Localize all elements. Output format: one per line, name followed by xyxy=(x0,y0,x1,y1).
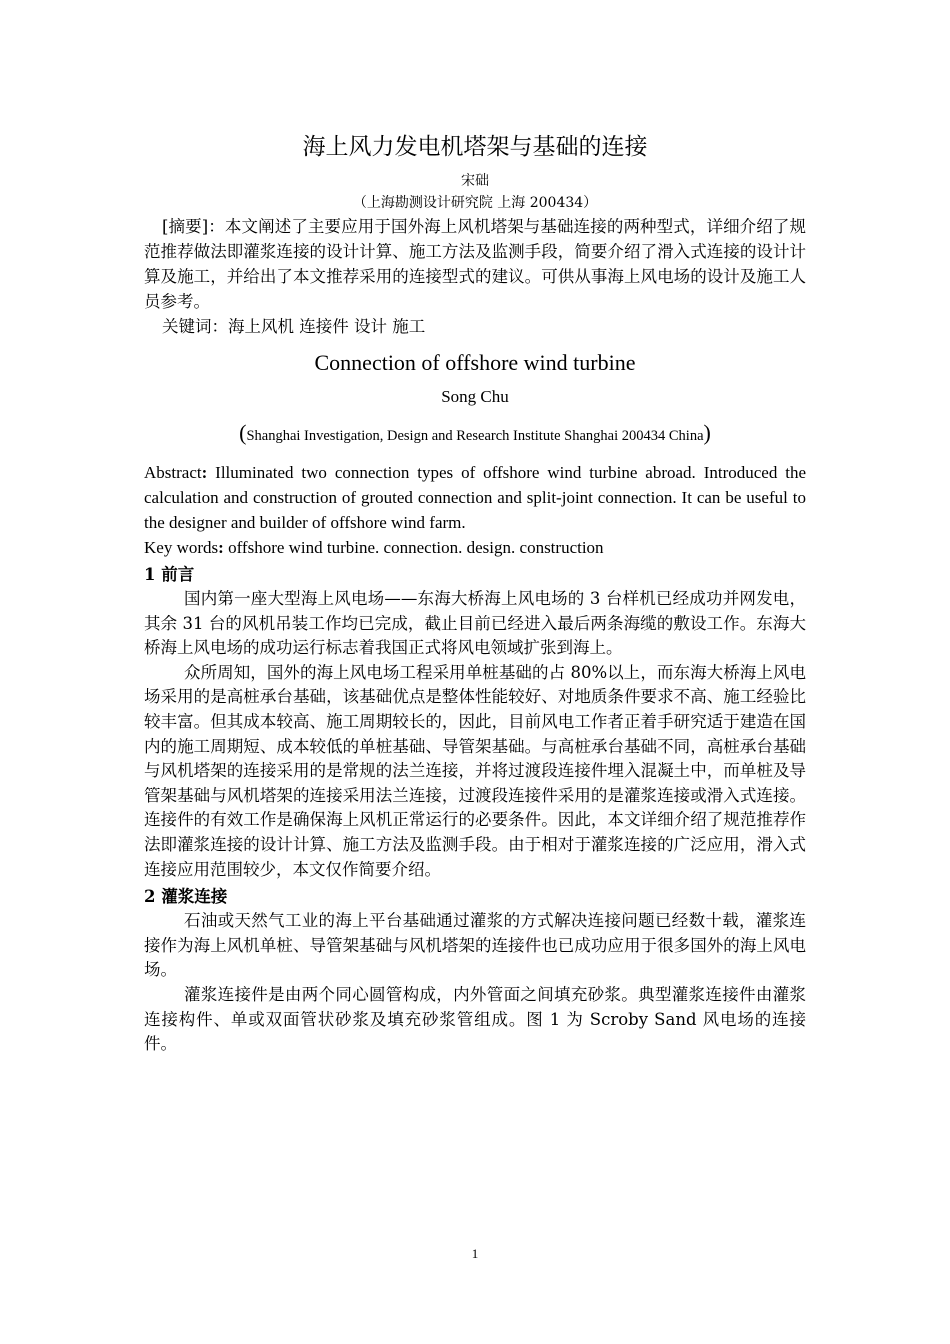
affiliation-text: Shanghai Investigation, Design and Research Institute Shanghai 200434 China xyxy=(246,428,704,444)
abstract-text: Illuminated two connection types of offshore wind turbine abroad. Introduced the calculation and construction of grouted connection and split-joint connection. It can be useful to the designer and builder of offshore wind farm. xyxy=(144,463,806,532)
chinese-author: 宋础 xyxy=(461,173,489,189)
english-keywords xyxy=(144,535,806,560)
chinese-keywords: 关键词：海上风机 连接件 设计 施工 xyxy=(162,317,426,336)
chinese-affiliation: （上海勘测设计研究院 上海 200434） xyxy=(352,195,598,211)
keywords-colon: : xyxy=(218,538,224,557)
document-page xyxy=(144,130,806,1057)
keywords-label: Key words xyxy=(144,538,219,557)
chinese-title: 海上风力发电机塔架与基础的连接 xyxy=(302,134,648,160)
body-paragraph: 石油或天然气工业的海上平台基础通过灌浆的方式解决连接问题已经数十载，灌浆连接作为海上风机单桩、导管架基础与风机塔架的连接件也已成功应用于很多国外的海上风电场。 xyxy=(144,911,806,980)
page-number: 1 xyxy=(471,1246,479,1261)
english-title: Connection of offshore wind turbine xyxy=(314,350,636,375)
body-paragraph: 国内第一座大型海上风电场——东海大桥海上风电场的 3 台样机已经成功并网发电，其余 31 台的风机吊装工作均已完成，截止目前已经进入最后两条海缆的敷设工作。东海大桥海上风电场的成功运行标志着我国正式将风电领域扩张到海上。 xyxy=(144,589,806,658)
abstract-colon: : xyxy=(201,463,208,482)
english-affiliation xyxy=(144,419,806,450)
body-paragraph: 众所周知，国外的海上风电场工程采用单桩基础的占 80%以上，而东海大桥海上风电场采用的是高桩承台基础，该基础优点是整体性能较好、对地质条件要求不高、施工经验比较丰富。但其成本较高、施工周期较长的，因此，目前风电工作者正着手研究适于建造在国内的施工周期短、成本较低的单桩基础、导管架基础。与高桩承台基础不同，高桩承台基础与风机塔架的连接采用的是常规的法兰连接，并将过渡段连接件埋入混凝土中，而单桩及导管架基础与风机塔架的连接采用法兰连接，过渡段连接件采用的是灌浆连接或滑入式连接。连接件的有效工作是确保海上风机正常运行的必要条件。因此，本文详细介绍了规范推荐作法即灌浆连接的设计计算、施工方法及监测手段。由于相对于灌浆连接的广泛应用，滑入式连接应用范围较少，本文仅作简要介绍。 xyxy=(144,662,806,879)
keywords-text: offshore wind turbine. connection. design. construction xyxy=(223,538,604,557)
body-paragraph: 灌浆连接件是由两个同心圆管构成，内外管面之间填充砂浆。典型灌浆连接件由灌浆连接构件、单或双面管状砂浆及填充砂浆管组成。图 1 为 Scroby Sand 风电场的连接件。 xyxy=(144,984,806,1054)
english-author: Song Chu xyxy=(441,387,509,406)
chinese-abstract: [摘要]：本文阐述了主要应用于国外海上风机塔架与基础连接的两种型式，详细介绍了规范推荐做法即灌浆连接的设计计算、施工方法及监测手段，简要介绍了滑入式连接的设计计算及施工，并给出了本文推荐采用的连接型式的建议。可供从事海上风电场的设计及施工人员参考。 xyxy=(144,217,806,311)
english-abstract xyxy=(144,460,806,535)
section-heading-introduction: 1 前言 xyxy=(144,565,195,584)
affiliation-open-paren: ( xyxy=(239,420,247,445)
affiliation-close-paren: ) xyxy=(703,420,711,445)
section-heading-grouted-connection: 2 灌浆连接 xyxy=(144,887,228,907)
abstract-label: Abstract xyxy=(144,463,202,482)
